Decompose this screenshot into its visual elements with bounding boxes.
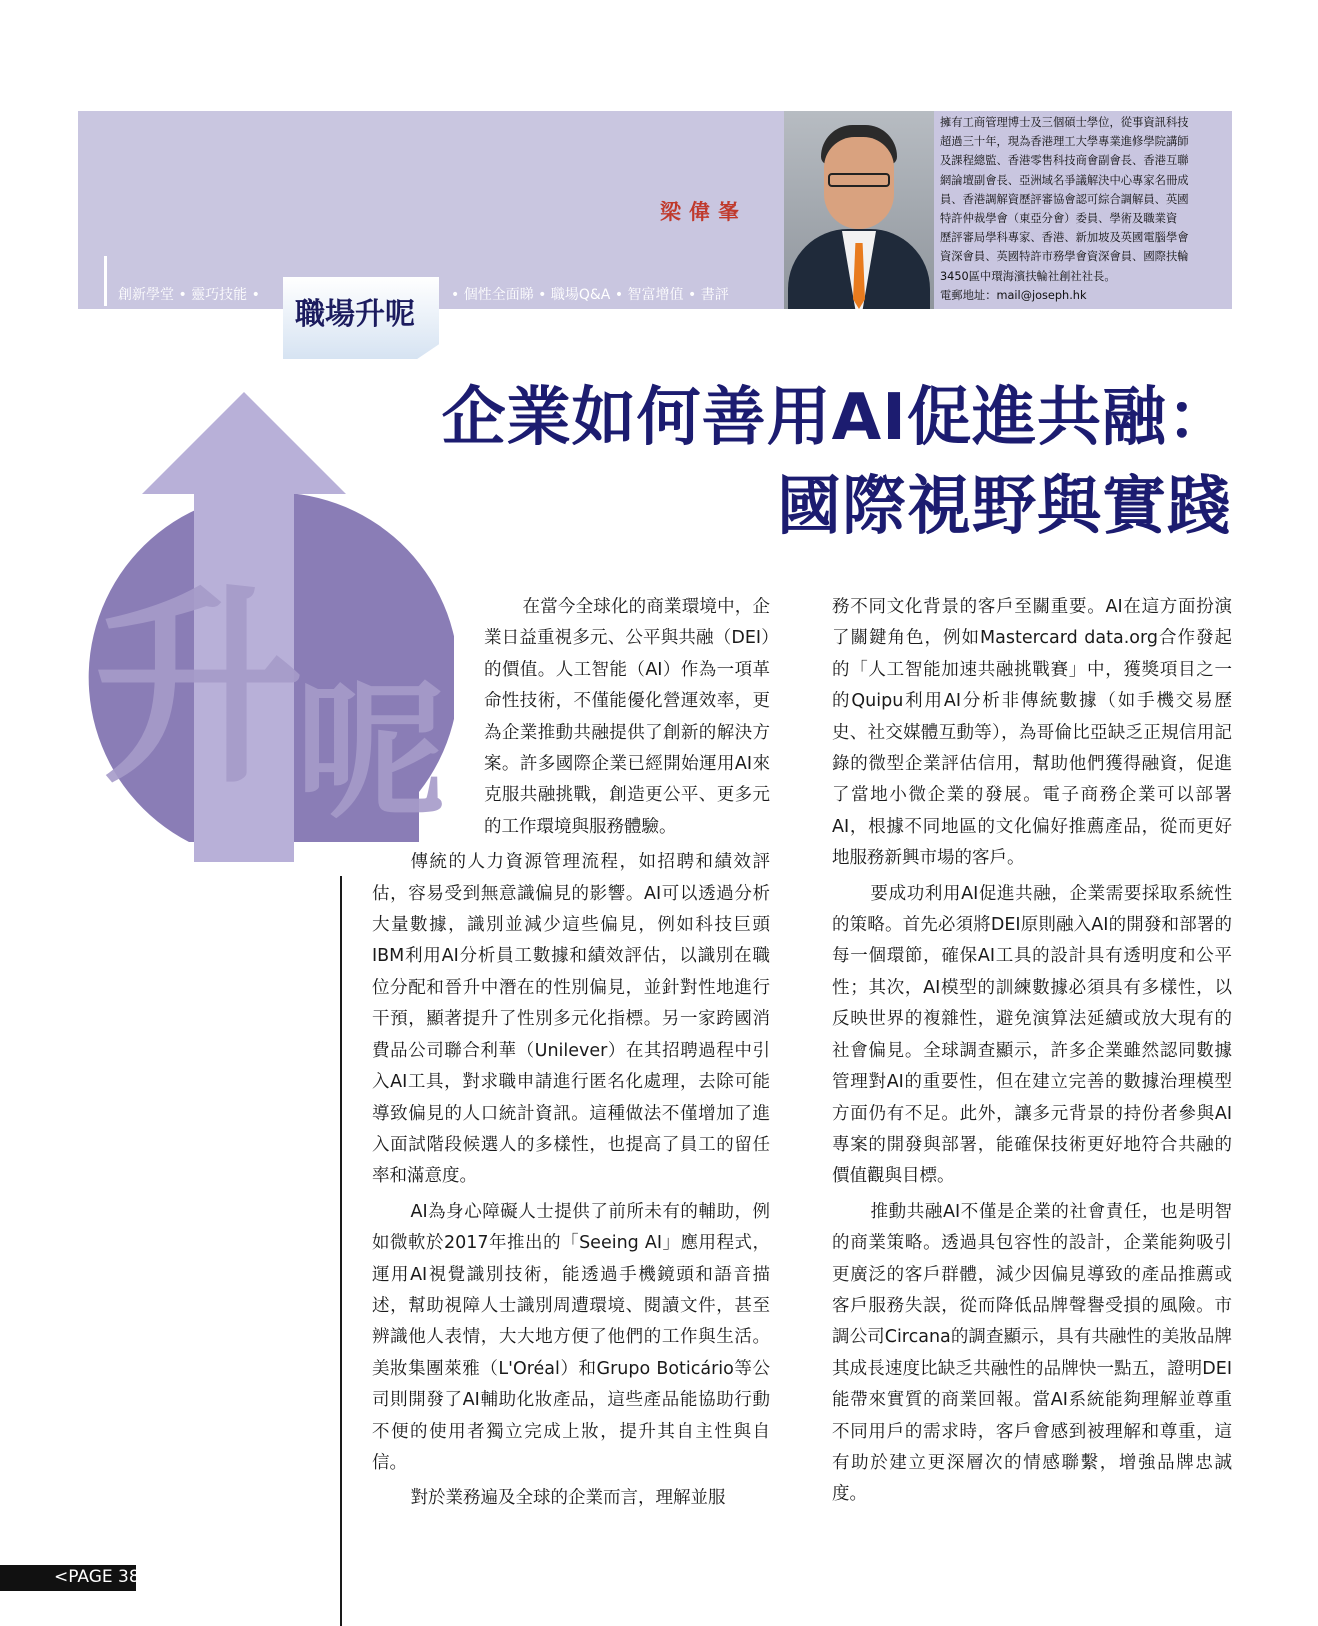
bio-line: 資深會員、英國特許市務學會資深會員、國際扶輪 xyxy=(940,250,1189,264)
section-nav-right: • 個性全面睇 • 職場Q&A • 智富增值 • 書評 xyxy=(451,287,729,303)
bio-line: 網論壇副會長、亞洲域名爭議解決中心專家名冊成 xyxy=(940,173,1189,187)
bio-line: 超過三十年，現為香港理工大學專業進修學院講師 xyxy=(940,135,1189,149)
article-paragraph: 推動共融AI不僅是企業的社會責任，也是明智的商業策略。透過具包容性的設計，企業能夠吸引更廣泛的客戶群體，減少因偏見導致的產品推薦或客戶服務失誤，從而降低品牌聲譽受損的風險。市調公司Circana的調查顯示，具有共融性的美妝品牌其成長速度比缺乏共融性的品牌快一點五，證明DEI能帶來實質的商業回報。當AI系統能夠理解並尊重不同用戶的需求時，客戶會感到被理解和尊重，這有助於建立更深層次的情感聯繫，增強品牌忠誠度。 xyxy=(832,1201,1232,1505)
article-paragraph: 傳統的人力資源管理流程，如招聘和績效評估，容易受到無意識偏見的影響。AI可以透過分析大量數據，識別並減少這些偏見，例如科技巨頭IBM利用AI分析員工數據和績效評估，以識別在職位分配和晉升中潛在的性別偏見，並針對性地進行干預，顯著提升了性別多元化指標。另一家跨國消費品公司聯合利華（Unilever）在其招聘過程中引入AI工具，對求職申請進行匿名化處理，去除可能導致偏見的人口統計資訊。這種做法不僅增加了進入面試階段候選人的多樣性，也提高了員工的留任率和滿意度。 xyxy=(372,852,770,1187)
decoration-char-sheng: 升 xyxy=(94,567,305,812)
decoration-char-ne: 呢 xyxy=(296,666,447,840)
page-number: <PAGE 38 xyxy=(54,1567,140,1587)
article-title-line2: 國際視野與實踐 xyxy=(777,470,1232,544)
article-paragraph: AI為身心障礙人士提供了前所未有的輔助，例如微軟於2017年推出的「Seeing AI」應用程式，運用AI視覺識別技術，能透過手機鏡頭和語音描述，幫助視障人士識別周遭環境、閱讀文件，甚至辨識他人表情，大大地方便了他們的工作與生活。美妝集團萊雅（L'Oréal）和Grupo Boticário等公司則開發了AI輔助化妝產品，這些產品能協助行動不便的使用者獨立完成上妝，提升其自主性與自信。 xyxy=(372,1201,770,1473)
article-column-left xyxy=(372,592,770,1519)
author-bio xyxy=(940,113,1230,309)
bio-line: 擁有工商管理博士及三個碩士學位，從事資訊科技 xyxy=(940,116,1189,129)
nav-divider xyxy=(104,256,107,306)
article-paragraph: 要成功利用AI促進共融，企業需要採取系統性的策略。首先必須將DEI原則融入AI的開發和部署的每一個環節，確保AI工具的設計具有透明度和公平性；其次，AI模型的訓練數據必須具有多樣性，以反映世界的複雜性，避免演算法延續或放大現有的社會偏見。全球調查顯示，許多企業雖然認同數據管理對AI的重要性，但在建立完善的數據治理模型方面仍有不足。此外，讓多元背景的持份者參與AI專案的開發與部署，能確保技術更好地符合共融的價值觀與目標。 xyxy=(832,883,1232,1187)
article-paragraph: 在當今全球化的商業環境中，企業日益重視多元、公平與共融（DEI）的價值。人工智能（AI）作為一項革命性技術，不僅能優化營運效率，更為企業推動共融提供了創新的解決方案。許多國際企業已經開始運用AI來克服共融挑戰，創造更公平、更多元的工作環境與服務體驗。 xyxy=(484,597,770,837)
bio-line: 員、香港調解資歷評審協會認可綜合調解員、英國 xyxy=(940,192,1189,206)
article-paragraph: 對於業務遍及全球的企業而言，理解並服 xyxy=(410,1488,726,1509)
bio-line: 3450區中環海濱扶輪社創社社長。 xyxy=(940,269,1116,283)
article-title-line1: 企業如何善用AI促進共融： xyxy=(441,381,1232,455)
bio-line: 及課程總監、香港零售科技商會副會長、香港互聯 xyxy=(940,154,1189,168)
bio-line: 歷評審局學科專家、香港、新加坡及英國電腦學會 xyxy=(940,231,1189,245)
author-photo xyxy=(784,111,934,309)
article-column-right xyxy=(832,592,1232,1515)
bio-line: 特許仲裁學會（東亞分會）委員、學術及職業資 xyxy=(940,212,1178,226)
author-email: 電郵地址：mail@joseph.hk xyxy=(940,288,1087,302)
article-paragraph: 務不同文化背景的客戶至關重要。AI在這方面扮演了關鍵角色，例如Mastercard data.org合作發起的「人工智能加速共融挑戰賽」中，獲獎項目之一的Quipu利用AI分析非傳統數據（如手機交易歷史、社交媒體互動等），為哥倫比亞缺乏正規信用記錄的微型企業評估信用，幫助他們獲得融資，促進了當地小微企業的發展。電子商務企業可以部署AI，根據不同地區的文化偏好推薦產品，從而更好地服務新興市場的客戶。 xyxy=(832,597,1232,869)
section-nav-left: 創新學堂 • 靈巧技能 • xyxy=(118,287,260,303)
column-rule xyxy=(340,876,342,1626)
author-name: 梁偉峯 xyxy=(660,200,747,224)
section-tab-label: 職場升呢 xyxy=(295,297,415,332)
